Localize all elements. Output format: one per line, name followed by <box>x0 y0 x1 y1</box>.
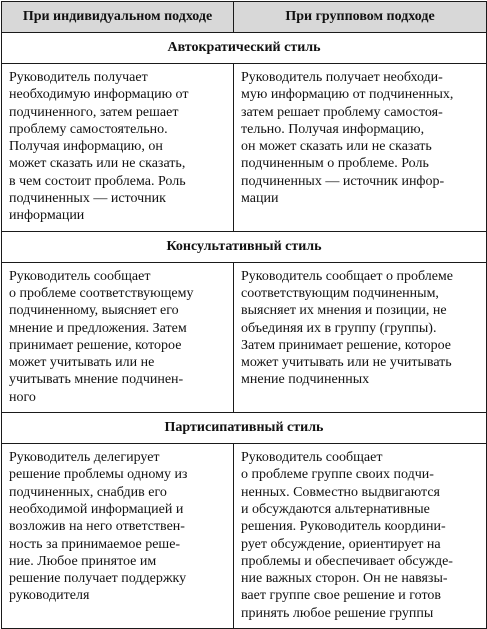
text-line: может учитывать или не <box>9 355 155 371</box>
section-title-row <box>2 231 487 262</box>
text-line: мации <box>241 191 279 207</box>
text-line: принять любое решение группы <box>241 605 434 621</box>
text-line: Руководитель делегирует <box>9 450 160 466</box>
section-title-row <box>2 413 487 444</box>
text-line: подчиненных — источник <box>9 191 166 207</box>
header-individual: При индивидуальном подходе <box>2 2 234 33</box>
text-line: руководителя <box>9 588 90 604</box>
autocratic-individual-cell <box>2 64 234 232</box>
text-line: соответствующим подчиненным, <box>241 285 439 301</box>
text-line: Руководитель сообщает <box>241 450 383 466</box>
text-line: учитывать мнение подчинен- <box>9 372 184 388</box>
text-line: подчиненному, выясняет его <box>9 303 179 319</box>
text-line: Получая информацию, он <box>9 139 163 155</box>
text-line: о проблеме соответствующему <box>9 285 194 301</box>
text-line: решения. Руководитель координи- <box>241 519 446 535</box>
text-line: рует обсуждение, ориентирует на <box>241 536 441 552</box>
text-line: ненных. Совместно выдвигаются <box>241 484 440 500</box>
text-line: ность за принимаемое реше- <box>9 536 181 552</box>
text-line: необходимой информацией и <box>9 501 184 517</box>
text-line: Руководитель получает необходи- <box>241 70 443 85</box>
section-title-autocratic: Автократический стиль <box>2 33 487 64</box>
text-line: Руководитель сообщает <box>9 268 151 284</box>
text-line: необходимую информацию от <box>9 87 189 103</box>
section-body-row <box>2 444 487 629</box>
text-line: и обсуждаются альтернативные <box>241 501 430 517</box>
leadership-styles-table <box>1 1 487 629</box>
text-line: мнение и предложения. Затем <box>9 320 187 336</box>
text-line: в чем состоит проблема. Роль <box>9 173 186 189</box>
text-line: Руководитель сообщает о проблеме <box>241 268 454 284</box>
text-line: вает группе свое решение и готов <box>241 588 441 604</box>
text-line: Затем принимает решение, которое <box>241 337 451 353</box>
text-line: объединяя их в группу (группы). <box>241 320 437 336</box>
text-line: тельно. Получая информацию, <box>241 121 425 137</box>
text-line: принимает решение, которое <box>9 337 182 353</box>
text-line: проблему самостоятельно. <box>9 121 168 137</box>
text-line: подчиненного, затем решает <box>9 104 179 120</box>
text-line: ного <box>9 389 36 405</box>
text-line: подчиненных — источник инфор- <box>241 173 445 189</box>
section-title-participative: Партисипативный стиль <box>2 413 487 444</box>
text-line: ние. Любое принятое им <box>9 553 157 569</box>
text-line: затем решает проблему самостоя- <box>241 104 443 120</box>
text-line: о проблеме группе своих подчи- <box>241 467 434 483</box>
header-row <box>2 2 487 33</box>
autocratic-group-cell <box>234 64 487 232</box>
text-line: подчиненным о проблеме. Роль <box>241 156 429 172</box>
text-line: возложив на него ответствен- <box>9 519 185 535</box>
text-line: решение проблемы одному из <box>9 467 188 483</box>
header-group: При групповом подходе <box>234 2 487 33</box>
text-line: Руководитель получает <box>9 70 148 85</box>
section-title-row <box>2 33 487 64</box>
text-line: может учитывать или не учитывать <box>241 355 452 371</box>
text-line: проблемы и обеспечивает обсужде- <box>241 553 453 569</box>
text-line: ние важных сторон. Он не навязы- <box>241 571 448 587</box>
text-line: решение получает поддержку <box>9 571 187 587</box>
participative-individual-cell <box>2 444 234 629</box>
text-line: мую информацию от подчиненных, <box>241 87 454 103</box>
text-line: мнение подчиненных <box>241 372 370 388</box>
section-title-consultative: Консультативный стиль <box>2 231 487 262</box>
participative-group-cell <box>234 444 487 629</box>
section-body-row <box>2 64 487 232</box>
text-line: он может сказать или не сказать <box>241 139 432 155</box>
consultative-individual-cell <box>2 262 234 412</box>
text-line: подчиненных, снабдив его <box>9 484 167 500</box>
text-line: может сказать или не сказать, <box>9 156 186 172</box>
consultative-group-cell <box>234 262 487 412</box>
text-line: выясняет их мнения и позиции, не <box>241 303 447 319</box>
text-line: информации <box>9 208 85 224</box>
section-body-row <box>2 262 487 412</box>
